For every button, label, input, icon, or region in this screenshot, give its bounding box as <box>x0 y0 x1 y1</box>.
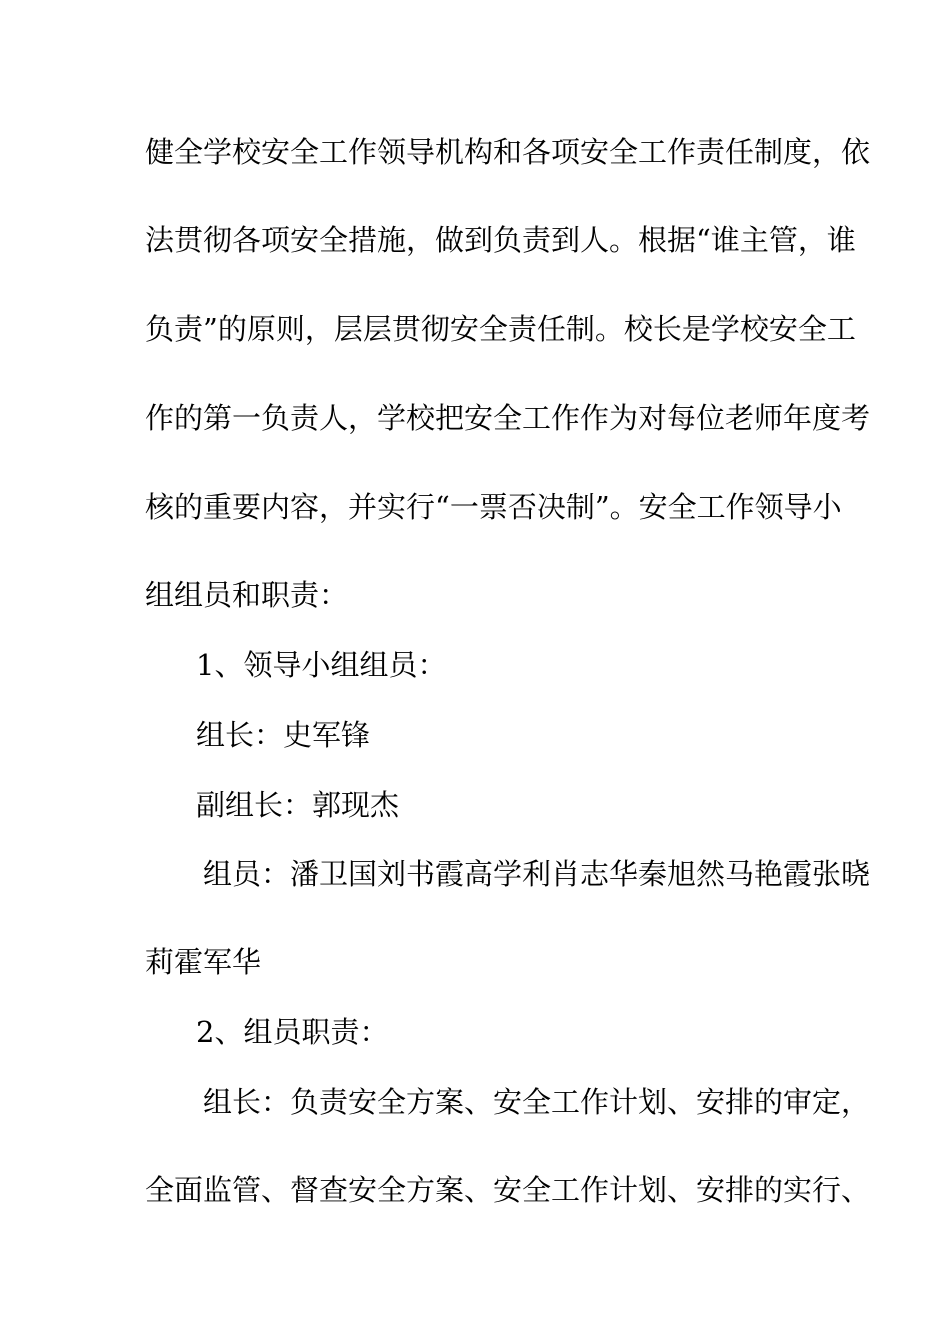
deputy-leader-line: 副组长：郭现杰 <box>196 788 400 822</box>
paragraph-line: 核的重要内容，并实行“一票否决制”。安全工作领导小 <box>145 490 842 524</box>
paragraph-line: 作的第一负责人，学校把安全工作作为对每位老师年度考 <box>145 401 871 435</box>
paragraph-line: 健全学校安全工作领导机构和各项安全工作责任制度，依 <box>145 135 871 169</box>
section-heading-members: 1、领导小组组员： <box>196 648 447 682</box>
paragraph-line: 组组员和职责： <box>145 578 349 612</box>
section-heading-duties: 2、组员职责： <box>196 1015 389 1049</box>
members-line-continued: 莉霍军华 <box>145 945 262 979</box>
paragraph-line: 法贯彻各项安全措施，做到负责到人。根据“谁主管，谁 <box>145 223 856 257</box>
group-leader-line: 组长：史军锋 <box>196 718 371 752</box>
paragraph-line: 负责”的原则，层层贯彻安全责任制。校长是学校安全工 <box>145 312 856 346</box>
leader-duty-line: 组长：负责安全方案、安全工作计划、安排的审定， <box>203 1085 871 1119</box>
leader-duty-line-continued: 全面监管、督查安全方案、安全工作计划、安排的实行、 <box>145 1173 871 1207</box>
members-line: 组员：潘卫国刘书霞高学利肖志华秦旭然马艳霞张晓 <box>203 857 871 891</box>
